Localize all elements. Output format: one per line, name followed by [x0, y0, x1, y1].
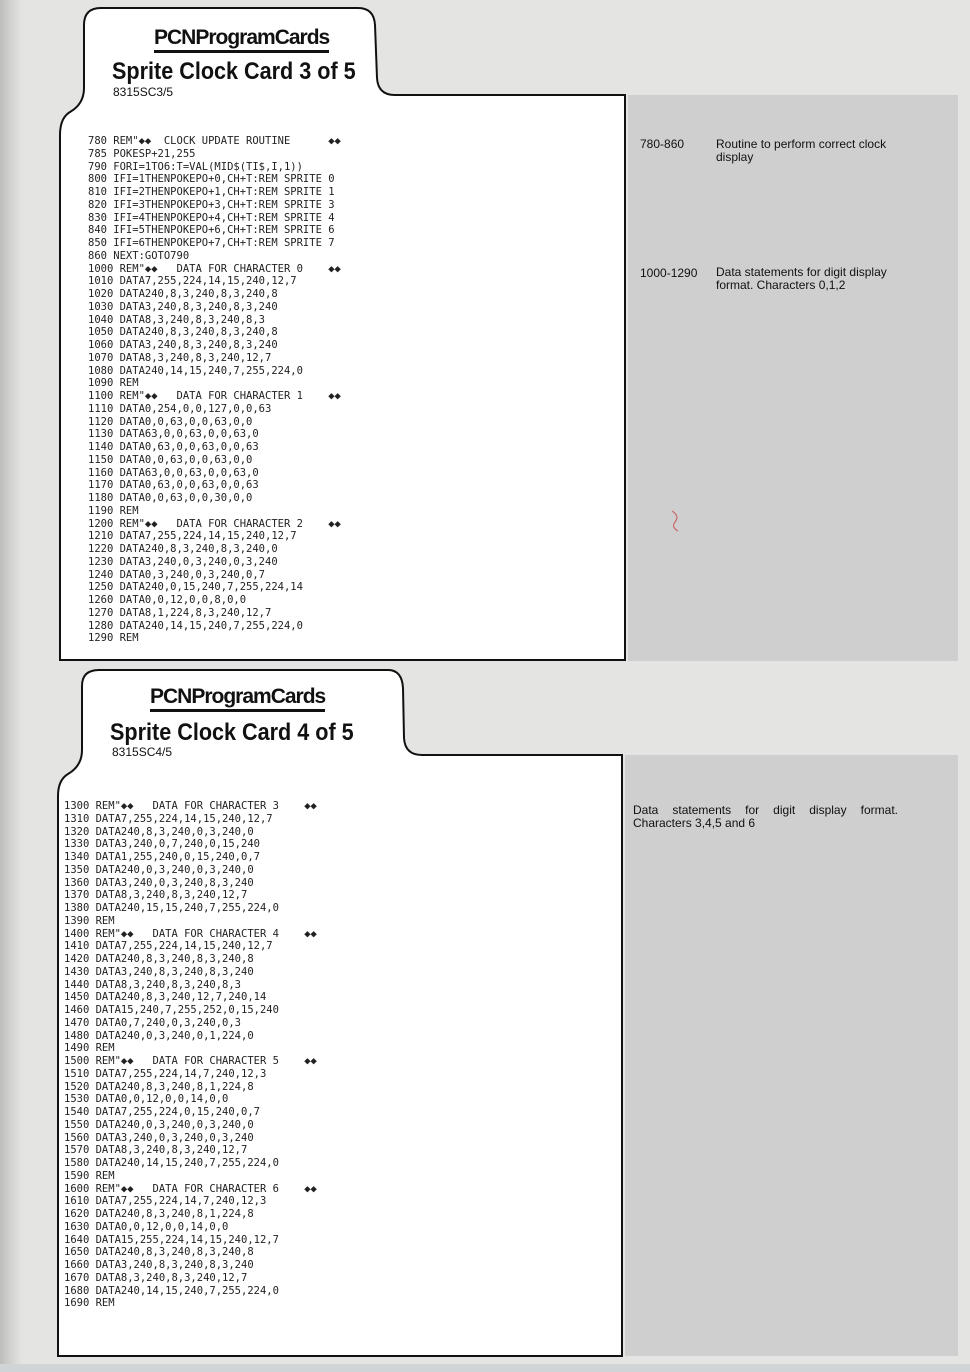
code-line: 1130 DATA63,0,0,63,0,0,63,0	[88, 428, 259, 441]
card-title: Sprite Clock Card 3 of 5	[112, 58, 356, 85]
code-line: 1050 DATA240,8,3,240,8,3,240,8	[88, 326, 278, 339]
code-line: 1100 REM"◆◆ DATA FOR CHARACTER 1 ◆◆	[88, 390, 341, 402]
code-line: 1360 DATA3,240,0,3,240,8,3,240	[64, 876, 254, 889]
code-line: 850 IFI=6THENPOKEPO+7,CH+T:REM SPRITE 7	[88, 237, 335, 249]
code-line: 1480 DATA240,0,3,240,0,1,224,0	[64, 1029, 254, 1042]
program-card-3	[0, 0, 970, 670]
code-line: 1040 DATA8,3,240,8,3,240,8,3	[88, 313, 266, 326]
code-line: 1590 REM	[64, 1169, 115, 1182]
code-line: 1070 DATA8,3,240,8,3,240,12,7	[88, 351, 272, 364]
code-line: 1500 REM"◆◆ DATA FOR CHARACTER 5 ◆◆	[64, 1055, 317, 1067]
code-line: 785 POKESP+21,255	[88, 147, 196, 160]
code-line: 1170 DATA0,63,0,0,63,0,0,63	[88, 479, 259, 492]
note-text: Data statements for digit display format. Characters 0,1,2	[716, 265, 887, 292]
code-line: 800 IFI=1THENPOKEPO+0,CH+T:REM SPRITE 0	[88, 173, 335, 186]
code-line: 1460 DATA15,240,7,255,252,0,15,240	[64, 1004, 279, 1016]
code-line: 1220 DATA240,8,3,240,8,3,240,0	[88, 543, 278, 555]
note-range: 780-860	[640, 137, 685, 151]
code-line: 1380 DATA240,15,15,240,7,255,224,0	[64, 902, 279, 914]
card-code: 8315SC3/5	[113, 85, 174, 99]
code-line: 1670 DATA8,3,240,8,3,240,12,7	[64, 1271, 248, 1284]
code-line: 1120 DATA0,0,63,0,0,63,0,0	[88, 415, 253, 428]
code-line: 1580 DATA240,14,15,240,7,255,224,0	[64, 1157, 279, 1169]
code-line: 1330 DATA3,240,0,7,240,0,15,240	[64, 838, 260, 851]
code-line: 1440 DATA8,3,240,8,3,240,8,3	[64, 978, 242, 991]
code-line: 820 IFI=3THENPOKEPO+3,CH+T:REM SPRITE 3	[88, 198, 335, 211]
code-line: 1320 DATA240,8,3,240,0,3,240,0	[64, 825, 254, 838]
code-line: 1140 DATA0,63,0,0,63,0,0,63	[88, 441, 259, 453]
code-line: 1250 DATA240,0,15,240,7,255,224,14	[88, 581, 303, 594]
code-line: 1200 REM"◆◆ DATA FOR CHARACTER 2 ◆◆	[88, 517, 341, 530]
card-title: Sprite Clock Card 4 of 5	[110, 719, 354, 746]
code-line: 860 NEXT:GOTO790	[88, 249, 190, 262]
code-line: 1600 REM"◆◆ DATA FOR CHARACTER 6 ◆◆	[64, 1182, 317, 1195]
code-line: 1370 DATA8,3,240,8,3,240,12,7	[64, 889, 248, 902]
code-line: 1520 DATA240,8,3,240,8,1,224,8	[64, 1080, 254, 1093]
code-line: 1270 DATA8,1,224,8,3,240,12,7	[88, 606, 272, 619]
code-line: 1610 DATA7,255,224,14,7,240,12,3	[64, 1195, 267, 1208]
code-line: 1090 REM	[88, 377, 139, 390]
code-line: 1620 DATA240,8,3,240,8,1,224,8	[64, 1208, 254, 1220]
brand-logo: PCNProgramCards	[150, 686, 325, 712]
code-line: 1650 DATA240,8,3,240,8,3,240,8	[64, 1246, 254, 1259]
code-line: 1450 DATA240,8,3,240,12,7,240,14	[64, 991, 267, 1004]
code-line: 1410 DATA7,255,224,14,15,240,12,7	[64, 940, 273, 953]
code-line: 1240 DATA0,3,240,0,3,240,0,7	[88, 568, 266, 581]
code-line: 1510 DATA7,255,224,14,7,240,12,3	[64, 1067, 267, 1080]
basic-listing	[88, 135, 341, 645]
note-text: Data statements for digit display format. Characters 3,4,5 and 6	[633, 803, 898, 830]
code-line: 830 IFI=4THENPOKEPO+4,CH+T:REM SPRITE 4	[88, 211, 335, 224]
note-range: 1000-1290	[640, 266, 698, 280]
code-line: 1550 DATA240,0,3,240,0,3,240,0	[64, 1118, 254, 1131]
program-card-4	[0, 668, 970, 1368]
code-line: 1340 DATA1,255,240,0,15,240,0,7	[64, 851, 260, 863]
code-line: 1150 DATA0,0,63,0,0,63,0,0	[88, 453, 253, 466]
code-line: 1280 DATA240,14,15,240,7,255,224,0	[88, 619, 303, 632]
code-line: 790 FORI=1TO6:T=VAL(MID$(TI$,I,1))	[88, 160, 303, 173]
basic-listing	[64, 800, 317, 1310]
code-line: 1310 DATA7,255,224,14,15,240,12,7	[64, 812, 273, 825]
code-line: 1420 DATA240,8,3,240,8,3,240,8	[64, 953, 254, 965]
note-text: Routine to perform correct clock display	[716, 137, 887, 164]
code-line: 1000 REM"◆◆ DATA FOR CHARACTER 0 ◆◆	[88, 262, 341, 275]
code-line: 1010 DATA7,255,224,14,15,240,12,7	[88, 275, 297, 288]
code-line: 1180 DATA0,0,63,0,0,30,0,0	[88, 492, 253, 504]
code-line: 1680 DATA240,14,15,240,7,255,224,0	[64, 1284, 279, 1297]
code-line: 1080 DATA240,14,15,240,7,255,224,0	[88, 364, 303, 377]
code-line: 1560 DATA3,240,0,3,240,0,3,240	[64, 1131, 254, 1144]
code-line: 1570 DATA8,3,240,8,3,240,12,7	[64, 1144, 248, 1157]
code-line: 1300 REM"◆◆ DATA FOR CHARACTER 3 ◆◆	[64, 800, 317, 812]
code-line: 810 IFI=2THENPOKEPO+1,CH+T:REM SPRITE 1	[88, 186, 335, 198]
code-line: 1210 DATA7,255,224,14,15,240,12,7	[88, 530, 297, 543]
code-line: 1230 DATA3,240,0,3,240,0,3,240	[88, 555, 278, 568]
code-line: 1540 DATA7,255,224,0,15,240,0,7	[64, 1106, 260, 1118]
code-line: 1430 DATA3,240,8,3,240,8,3,240	[64, 965, 254, 978]
code-line: 1640 DATA15,255,224,14,15,240,12,7	[64, 1233, 279, 1246]
code-line: 1160 DATA63,0,0,63,0,0,63,0	[88, 466, 259, 479]
code-line: 1260 DATA0,0,12,0,0,8,0,0	[88, 594, 247, 606]
code-line: 780 REM"◆◆ CLOCK UPDATE ROUTINE ◆◆	[88, 135, 341, 147]
card-code: 8315SC4/5	[112, 745, 173, 759]
code-line: 1060 DATA3,240,8,3,240,8,3,240	[88, 339, 278, 351]
code-line: 1030 DATA3,240,8,3,240,8,3,240	[88, 300, 278, 313]
code-line: 1490 REM	[64, 1042, 115, 1055]
code-line: 1190 REM	[88, 504, 139, 517]
code-line: 1400 REM"◆◆ DATA FOR CHARACTER 4 ◆◆	[64, 927, 317, 940]
code-line: 1530 DATA0,0,12,0,0,14,0,0	[64, 1093, 229, 1106]
code-line: 1290 REM	[88, 632, 139, 645]
brand-logo: PCNProgramCards	[154, 27, 329, 53]
page-bottom-edge	[0, 1364, 970, 1372]
code-line: 1660 DATA3,240,8,3,240,8,3,240	[64, 1259, 254, 1271]
code-line: 1690 REM	[64, 1297, 115, 1310]
pen-mark	[668, 508, 684, 534]
code-line: 1110 DATA0,254,0,0,127,0,0,63	[88, 402, 272, 415]
code-line: 1350 DATA240,0,3,240,0,3,240,0	[64, 863, 254, 876]
code-line: 1630 DATA0,0,12,0,0,14,0,0	[64, 1220, 229, 1233]
code-line: 840 IFI=5THENPOKEPO+6,CH+T:REM SPRITE 6	[88, 224, 335, 237]
code-line: 1390 REM	[64, 914, 115, 927]
code-line: 1020 DATA240,8,3,240,8,3,240,8	[88, 288, 278, 300]
code-line: 1470 DATA0,7,240,0,3,240,0,3	[64, 1016, 242, 1029]
